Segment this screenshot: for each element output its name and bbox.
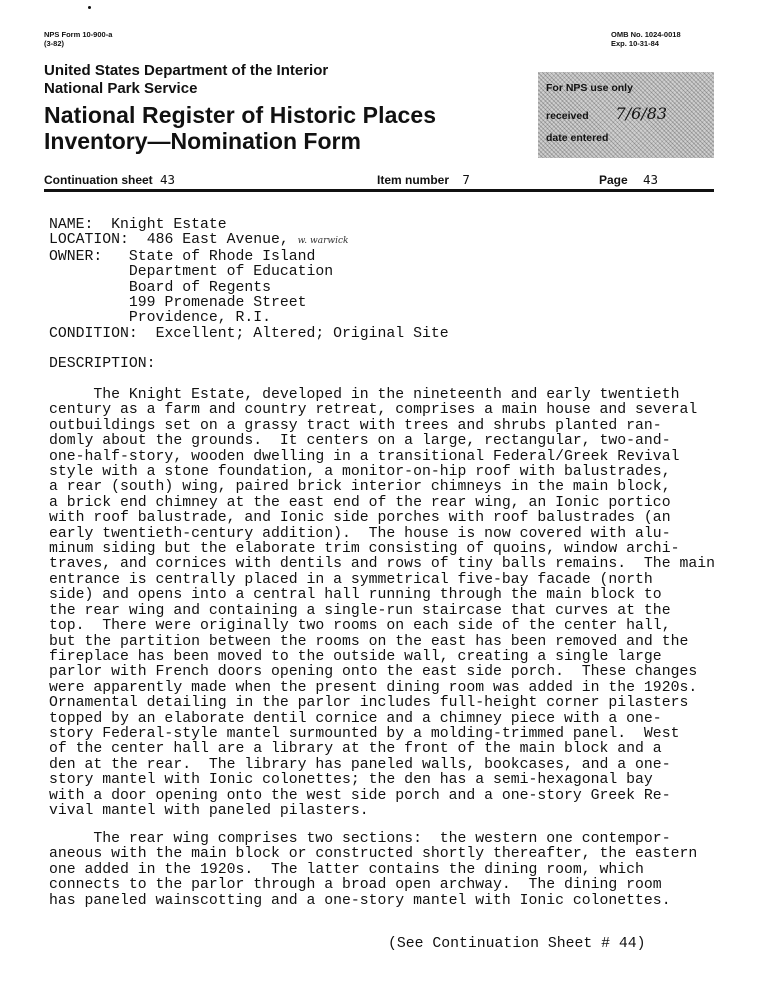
paragraph-1-line: early twentieth-century addition). The house is now covered with alu- <box>49 525 671 542</box>
nps-use-only-box <box>538 72 714 158</box>
description-heading: DESCRIPTION: <box>49 356 156 372</box>
form-title-line2: Inventory—Nomination Form <box>44 128 361 154</box>
location-value: 486 East Avenue <box>146 232 280 249</box>
paragraph-1-line: were apparently made when the present dining room was added in the 1920s. <box>49 679 698 696</box>
continuation-sheet-label: Continuation sheet <box>44 173 153 187</box>
header-divider <box>44 189 714 192</box>
omb-block <box>611 30 681 48</box>
owner-line <box>49 250 449 265</box>
location-line: LOCATION: 486 East Avenue, w. warwick <box>49 232 349 249</box>
description-paragraph-1 <box>49 388 715 819</box>
paragraph-2-line: connects to the parlor through a broad open archway. The dining room <box>49 877 662 894</box>
owner-line-2: Department of Education <box>128 264 334 281</box>
paragraph-1-line: one-half-story, wooden dwelling in a transitional Federal/Greek Revival <box>49 448 680 465</box>
owner-line-5: Providence, R.I. <box>128 310 271 327</box>
condition-value: Excellent; Altered; Original Site <box>155 325 449 342</box>
omb-number: OMB No. 1024-0018 <box>611 30 681 39</box>
name-label: NAME: <box>49 217 94 233</box>
paragraph-1-line: a rear (south) wing, paired brick interior chimneys in the main block, <box>49 479 671 496</box>
paragraph-1-line: with a door opening onto the west side porch and a one-story Greek Re- <box>49 787 671 804</box>
agency-name: National Park Service <box>44 80 198 97</box>
paragraph-1-line: but the partition between the rooms on the east has been removed and the <box>49 633 689 650</box>
paragraph-1-line: den at the rear. The library has paneled walls, bookcases, and a one- <box>49 756 671 773</box>
paragraph-1-line: The Knight Estate, developed in the nineteenth and early twentieth <box>49 387 680 403</box>
owner-line <box>49 311 449 326</box>
continuation-sheet <box>44 172 175 188</box>
paragraph-2-line: aneous with the main block or constructed shortly thereafter, the eastern <box>49 846 698 863</box>
paragraph-2-line: The rear wing comprises two sections: the western one contempor- <box>49 831 671 847</box>
paragraph-1-line: the rear wing and containing a single-run staircase that curves at the <box>49 602 671 619</box>
department-name: United States Department of the Interior <box>44 62 329 79</box>
owner-line <box>49 281 449 296</box>
form-number: NPS Form 10-900-a <box>44 30 113 39</box>
received-label: received <box>546 110 589 122</box>
item-number <box>377 172 470 188</box>
paragraph-1-line: with roof balustrade, and Ionic side porches with roof balustrades (an <box>49 510 671 527</box>
owner-line-1: State of Rhode Island <box>128 248 316 265</box>
stray-mark <box>88 6 91 9</box>
paragraph-2-line: has paneled wainscotting and a one-story mantel with Ionic colonettes. <box>49 892 671 909</box>
nps-use-only-label: For NPS use only <box>546 82 633 94</box>
paragraph-1-line: side) and opens into a central hall running through the main block to <box>49 587 662 604</box>
received-row <box>546 104 667 123</box>
owner-line-4: 199 Promenade Street <box>128 295 307 312</box>
form-number-block <box>44 30 112 48</box>
paragraph-1-line: story Federal-style mantel surmounted by a molding-trimmed panel. West <box>49 725 680 742</box>
page-number <box>599 172 658 188</box>
condition-line <box>49 327 449 342</box>
received-date: 7/6/83 <box>615 104 668 123</box>
item-number-label: Item number <box>377 173 450 187</box>
omb-expiration: Exp. 10-31-84 <box>611 39 659 48</box>
page-label: Page <box>599 173 628 187</box>
paragraph-1-line: traves, and cornices with dentils and rows of tiny balls remains. The main <box>49 556 715 573</box>
form-revision: (3-82) <box>44 39 65 48</box>
paragraph-1-line: style with a stone foundation, a monitor-on-hip roof with balustrades, <box>49 464 671 481</box>
paragraph-1-line: domly about the grounds. It centers on a large, rectangular, two-and- <box>49 433 671 450</box>
description-paragraph-2 <box>49 832 697 909</box>
paragraph-1-line: vival mantel with paneled pilasters. <box>49 802 369 819</box>
location-label: LOCATION: <box>49 232 129 249</box>
paragraph-1-line: a brick end chimney at the east end of the rear wing, an Ionic portico <box>49 494 671 511</box>
location-handwritten-note: w. warwick <box>297 236 349 247</box>
form-title-line1: National Register of Historic Places <box>44 102 437 128</box>
paragraph-1-line: century as a farm and country retreat, comprises a main house and several <box>49 402 698 419</box>
paragraph-1-line: entrance is centrally placed in a symmetrical five-bay facade (north <box>49 571 653 588</box>
name-line <box>49 218 449 233</box>
paragraph-1-line: story mantel with Ionic colonettes; the den has a semi-hexagonal bay <box>49 772 653 789</box>
paragraph-1-line: minum siding but the elaborate trim consisting of quoins, window archi- <box>49 541 680 558</box>
paragraph-1-line: Ornamental detailing in the parlor includes full-height corner pilasters <box>49 695 689 712</box>
page-value: 43 <box>643 172 659 187</box>
owner-line <box>49 265 449 280</box>
condition-label: CONDITION: <box>49 325 138 342</box>
item-number-value: 7 <box>462 172 470 187</box>
paragraph-1-line: top. There were originally two rooms on each side of the center hall, <box>49 618 671 635</box>
continuation-sheet-value: 43 <box>160 172 176 187</box>
paragraph-1-line: parlor with French doors opening onto the east side porch. These changes <box>49 664 698 681</box>
name-value: Knight Estate <box>111 217 227 233</box>
paragraph-2-line: one added in the 1920s. The latter contains the dining room, which <box>49 861 644 878</box>
date-entered-label: date entered <box>546 132 609 144</box>
paragraph-1-line: topped by an elaborate dentil cornice and a chimney piece with a one- <box>49 710 662 727</box>
paragraph-1-line: of the center hall are a library at the front of the main block and a <box>49 741 662 758</box>
paragraph-1-line: outbuildings set on a grassy tract with trees and shrubs planted ran- <box>49 417 662 434</box>
paragraph-1-line: fireplace has been moved to the outside wall, creating a single large <box>49 648 662 665</box>
record-block <box>49 218 449 342</box>
owner-label: OWNER: <box>49 248 103 265</box>
see-continuation-note: (See Continuation Sheet # 44) <box>388 936 646 952</box>
owner-line <box>49 296 449 311</box>
owner-line-3: Board of Regents <box>128 279 271 296</box>
